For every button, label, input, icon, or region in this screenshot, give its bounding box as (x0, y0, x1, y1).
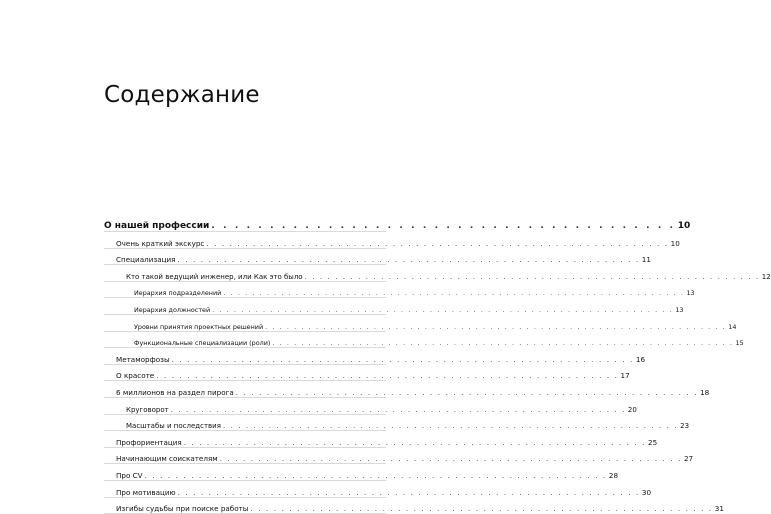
toc-entry-title: Иерархия подразделений (134, 289, 223, 297)
toc-entry[interactable] (104, 398, 386, 415)
dot-leader: . . . . . . . . . . . . . . . . . . . . . . . . . . . . . . . . . . . . . . . . . . . . . . . . . . . . . . . . . . . . . . . . (272, 339, 733, 347)
toc-entry-page: 10 (676, 221, 691, 231)
dot-leader: . . . . . . . . . . . . . . . . . . . . . . . . . . . . . . . . . . . . . . . . . . . . . . . . . . . . . . . . . . . . (145, 471, 607, 480)
toc-entry-title: О нашей профессии (104, 221, 211, 231)
toc-entry[interactable] (104, 481, 386, 498)
toc-entry-title: О красоте (116, 371, 156, 380)
toc-entry[interactable] (104, 348, 386, 365)
toc-entry-page: 10 (669, 239, 680, 248)
dot-leader: . . . . . . . . . . . . . . . . . . . . . . . . . . . . . . . . . . . . . . . . . . . . . . . . . . . . . . . . . . . . (206, 239, 668, 248)
toc-entry[interactable] (104, 365, 386, 382)
toc-entry-page: 23 (678, 422, 689, 430)
toc-entry-title: Иерархия должностей (134, 306, 212, 314)
toc-entry-page: 11 (640, 255, 651, 264)
toc-entry[interactable] (104, 415, 386, 432)
toc-entry-page: 13 (673, 306, 683, 314)
toc-entry[interactable] (104, 282, 386, 299)
toc-entry-page: 17 (619, 371, 630, 380)
toc-entry-page: 20 (626, 406, 637, 414)
dot-leader: . . . . . . . . . . . . . . . . . . . . . . . . . . . . . . . . . . . . . . . . . . . . . . . . . . . . . . . . . . . . . . . . (265, 323, 726, 331)
toc-entry[interactable] (104, 249, 386, 266)
toc-entry[interactable] (104, 265, 386, 282)
toc-entry[interactable] (104, 448, 386, 465)
dot-leader: . . . . . . . . . . . . . . . . . . . . . . . . . . . . . . . . . . . . . . . . (211, 221, 675, 231)
page-title: Содержание (104, 82, 260, 108)
toc-entry-title: Изгибы судьбы при поиске работы (116, 504, 251, 513)
toc-entry-title: Про мотивацию (116, 488, 178, 497)
toc-entry[interactable] (104, 498, 386, 514)
dot-leader: . . . . . . . . . . . . . . . . . . . . . . . . . . . . . . . . . . . . . . . . . . . . . . . . . . . . . . . . . . . . (172, 355, 634, 364)
dot-leader: . . . . . . . . . . . . . . . . . . . . . . . . . . . . . . . . . . . . . . . . . . . . . . . . . . . . . . . . . . . . . . . . (223, 289, 684, 297)
toc-entry-title: Специализация (116, 255, 178, 264)
toc-entry-page: 14 (726, 323, 736, 331)
toc-entry-title: Про CV (116, 471, 145, 480)
toc-entry-title: Масштабы и последствия (126, 422, 223, 430)
dot-leader: . . . . . . . . . . . . . . . . . . . . . . . . . . . . . . . . . . . . . . . . . . . . . . . . . . . . . . . . . . . . (236, 388, 698, 397)
toc-entry[interactable] (104, 332, 386, 349)
dot-leader: . . . . . . . . . . . . . . . . . . . . . . . . . . . . . . . . . . . . . . . . . . . . . . . . . . . . . . . . . . . . . . . . (212, 306, 673, 314)
toc-entry-page: 15 (734, 339, 744, 347)
toc-entry[interactable] (104, 298, 386, 315)
toc-entry[interactable] (104, 431, 386, 448)
toc-entry-page: 18 (698, 388, 709, 397)
toc-entry-page: 13 (684, 289, 694, 297)
toc-entry-page: 31 (713, 504, 724, 513)
toc-entry[interactable] (104, 232, 386, 249)
toc-entry[interactable] (104, 464, 386, 481)
dot-leader: . . . . . . . . . . . . . . . . . . . . . . . . . . . . . . . . . . . . . . . . . . . . . . . . . . . . . . . . . . . . (178, 255, 640, 264)
toc-entry-title: Метаморфозы (116, 355, 172, 364)
toc-entry-title: Начинающим соискателям (116, 454, 220, 463)
toc-entry-page: 28 (607, 471, 618, 480)
dot-leader: . . . . . . . . . . . . . . . . . . . . . . . . . . . . . . . . . . . . . . . . . . . . . . . . . . . . . . . . . . . . (156, 371, 618, 380)
toc-entry-page: 30 (640, 488, 651, 497)
toc-entry-title: Круговорот (126, 406, 171, 414)
toc-entry[interactable] (104, 381, 386, 398)
dot-leader: . . . . . . . . . . . . . . . . . . . . . . . . . . . . . . . . . . . . . . . . . . . . . . . . . . . . . . . . . . . . (305, 273, 760, 281)
dot-leader: . . . . . . . . . . . . . . . . . . . . . . . . . . . . . . . . . . . . . . . . . . . . . . . . . . . . . . . . . . . . (178, 488, 640, 497)
toc-entry-title: Уровни принятия проектных решений (134, 323, 265, 331)
toc-entry-title: 6 миллионов на раздел пирога (116, 388, 236, 397)
toc-entry-title: Очень краткий экскурс (116, 239, 206, 248)
dot-leader: . . . . . . . . . . . . . . . . . . . . . . . . . . . . . . . . . . . . . . . . . . . . . . . . . . . . . . . . . . . . (171, 406, 626, 414)
toc-entry-title: Кто такой ведущий инженер, или Как это было (126, 273, 305, 281)
toc-entry[interactable] (104, 214, 386, 232)
dot-leader: . . . . . . . . . . . . . . . . . . . . . . . . . . . . . . . . . . . . . . . . . . . . . . . . . . . . . . . . . . . . (223, 422, 678, 430)
toc-entry-title: Профориентация (116, 438, 184, 447)
toc-entry-title: Функциональные специализации (роли) (134, 339, 272, 347)
toc-entry-page: 12 (760, 273, 771, 281)
toc-entry-page: 16 (634, 355, 645, 364)
toc-entry-page: 27 (682, 454, 693, 463)
dot-leader: . . . . . . . . . . . . . . . . . . . . . . . . . . . . . . . . . . . . . . . . . . . . . . . . . . . . . . . . . . . . (220, 454, 682, 463)
dot-leader: . . . . . . . . . . . . . . . . . . . . . . . . . . . . . . . . . . . . . . . . . . . . . . . . . . . . . . . . . . . . (251, 504, 713, 513)
toc-entry[interactable] (104, 315, 386, 332)
table-of-contents (104, 214, 386, 514)
dot-leader: . . . . . . . . . . . . . . . . . . . . . . . . . . . . . . . . . . . . . . . . . . . . . . . . . . . . . . . . . . . . (184, 438, 646, 447)
toc-entry-page: 25 (646, 438, 657, 447)
